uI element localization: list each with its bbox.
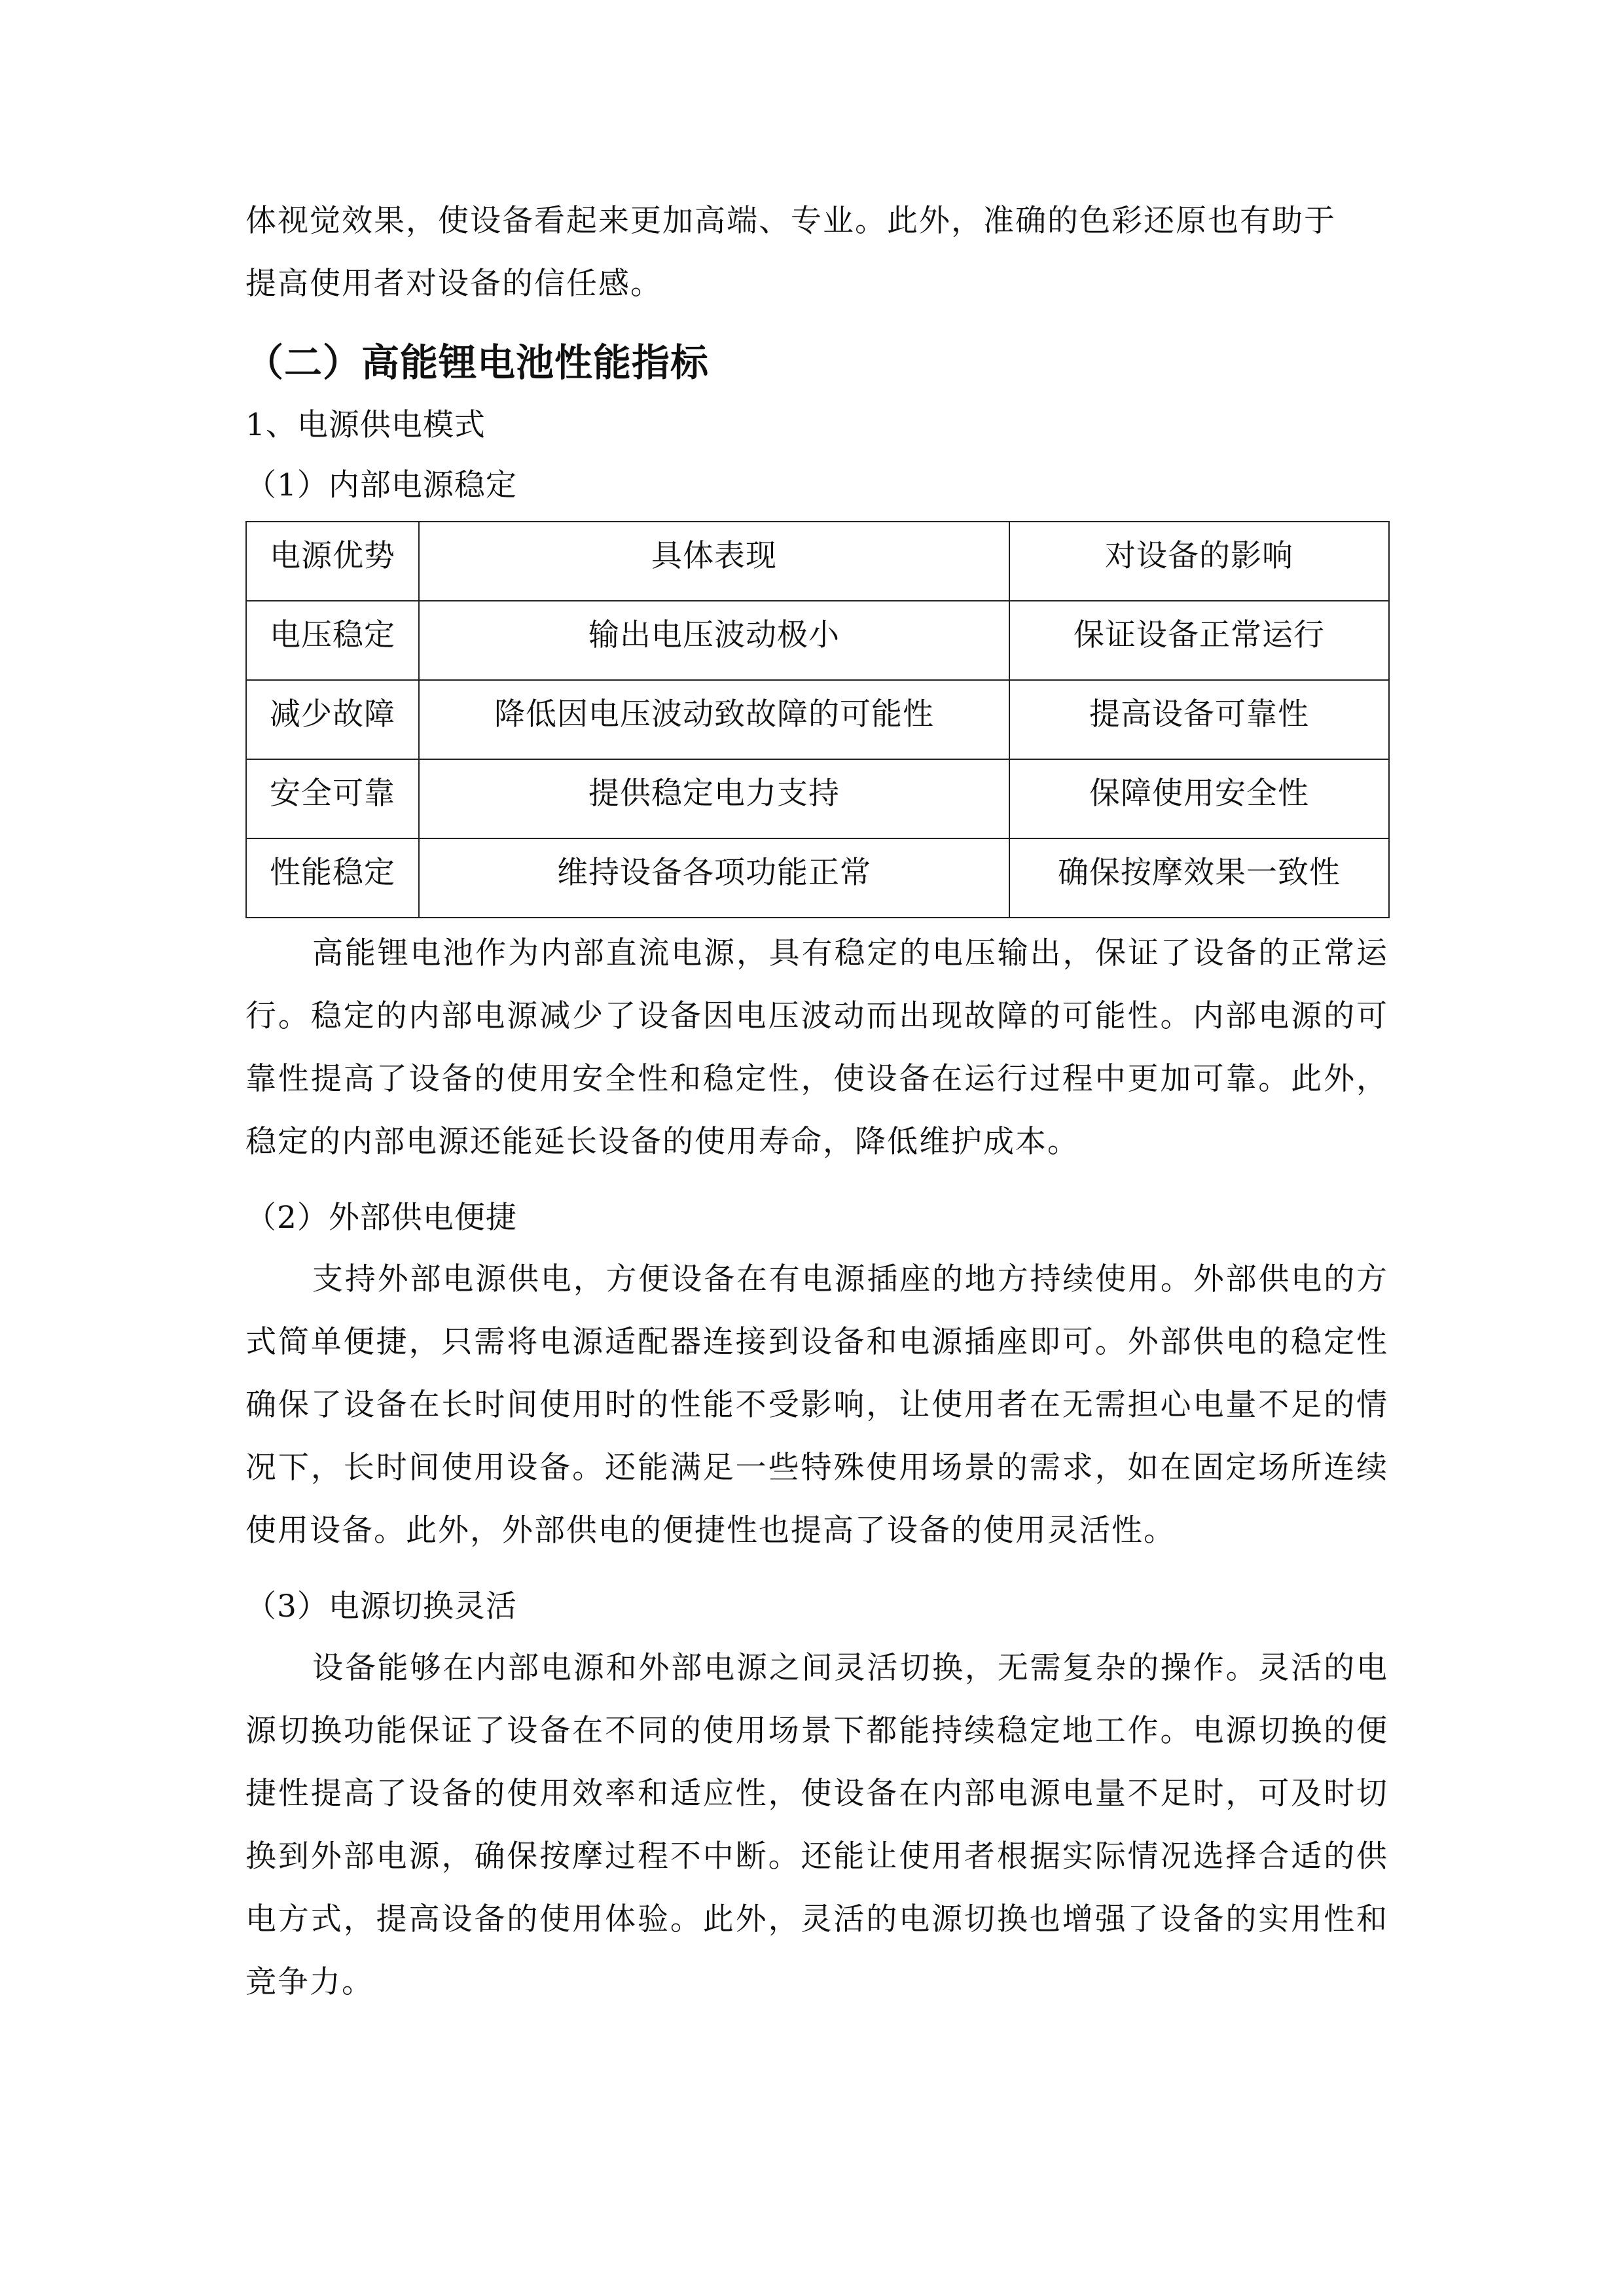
- intro-paragraph: [245, 190, 1388, 315]
- table-cell: 输出电压波动极小: [419, 601, 1009, 680]
- table-cell: 安全可靠: [246, 759, 419, 838]
- intro-line-1: 体视觉效果，使设备看起来更加高端、专业。此外，准确的色彩还原也有助于: [245, 203, 1336, 239]
- item-1-paragraph: 高能锂电池作为内部直流电源，具有稳定的电压输出，保证了设备的正常运行。稳定的内部电源减少了设备因电压波动而出现故障的可能性。内部电源的可靠性提高了设备的使用安全性和稳定性，使设备在运行过程中更加可靠。此外，稳定的内部电源还能延长设备的使用寿命，降低维护成本。: [245, 935, 1388, 1160]
- subsection-heading: 1、电源供电模式: [245, 407, 486, 443]
- table-cell: 电压稳定: [246, 601, 419, 680]
- table-cell: 确保按摩效果一致性: [1009, 838, 1389, 918]
- item-1-title: （1）内部电源稳定: [245, 467, 517, 503]
- table-cell: 维持设备各项功能正常: [419, 838, 1009, 918]
- item-2-paragraph: 支持外部电源供电，方便设备在有电源插座的地方持续使用。外部供电的方式简单便捷，只需将电源适配器连接到设备和电源插座即可。外部供电的稳定性确保了设备在长时间使用时的性能不受影响，让使用者在无需担心电量不足的情况下，长时间使用设备。还能满足一些特殊使用场景的需求，如在固定场所连续使用设备。此外，外部供电的便捷性也提高了设备的使用灵活性。: [245, 1261, 1388, 1549]
- table-row: [246, 838, 1389, 918]
- item-3-paragraph: 设备能够在内部电源和外部电源之间灵活切换，无需复杂的操作。灵活的电源切换功能保证了设备在不同的使用场景下都能持续稳定地工作。电源切换的便捷性提高了设备的使用效率和适应性，使设备在内部电源电量不足时，可及时切换到外部电源，确保按摩过程不中断。还能让使用者根据实际情况选择合适的供电方式，提高设备的使用体验。此外，灵活的电源切换也增强了设备的实用性和竞争力。: [245, 1650, 1388, 2000]
- table-cell: 性能稳定: [246, 838, 419, 918]
- table-row: [246, 680, 1389, 759]
- table-cell: 提高设备可靠性: [1009, 680, 1389, 759]
- table-row: [246, 759, 1389, 838]
- power-advantage-table: [245, 521, 1390, 918]
- table-cell: 保障使用安全性: [1009, 759, 1389, 838]
- item-3-title: （3）电源切换灵活: [245, 1588, 517, 1624]
- table-header-row: [246, 522, 1389, 601]
- table-cell: 降低因电压波动致故障的可能性: [419, 680, 1009, 759]
- item-2-title: （2）外部供电便捷: [245, 1200, 517, 1236]
- table-header-cell: 对设备的影响: [1009, 522, 1389, 601]
- table-header-cell: 电源优势: [246, 522, 419, 601]
- document-page: [245, 190, 1388, 2014]
- table-row: [246, 601, 1389, 680]
- table-cell: 提供稳定电力支持: [419, 759, 1009, 838]
- table-cell: 减少故障: [246, 680, 419, 759]
- table-cell: 保证设备正常运行: [1009, 601, 1389, 680]
- section-heading: （二）高能锂电池性能指标: [245, 340, 710, 385]
- intro-line-2: 提高使用者对设备的信任感。: [245, 266, 662, 302]
- table-header-cell: 具体表现: [419, 522, 1009, 601]
